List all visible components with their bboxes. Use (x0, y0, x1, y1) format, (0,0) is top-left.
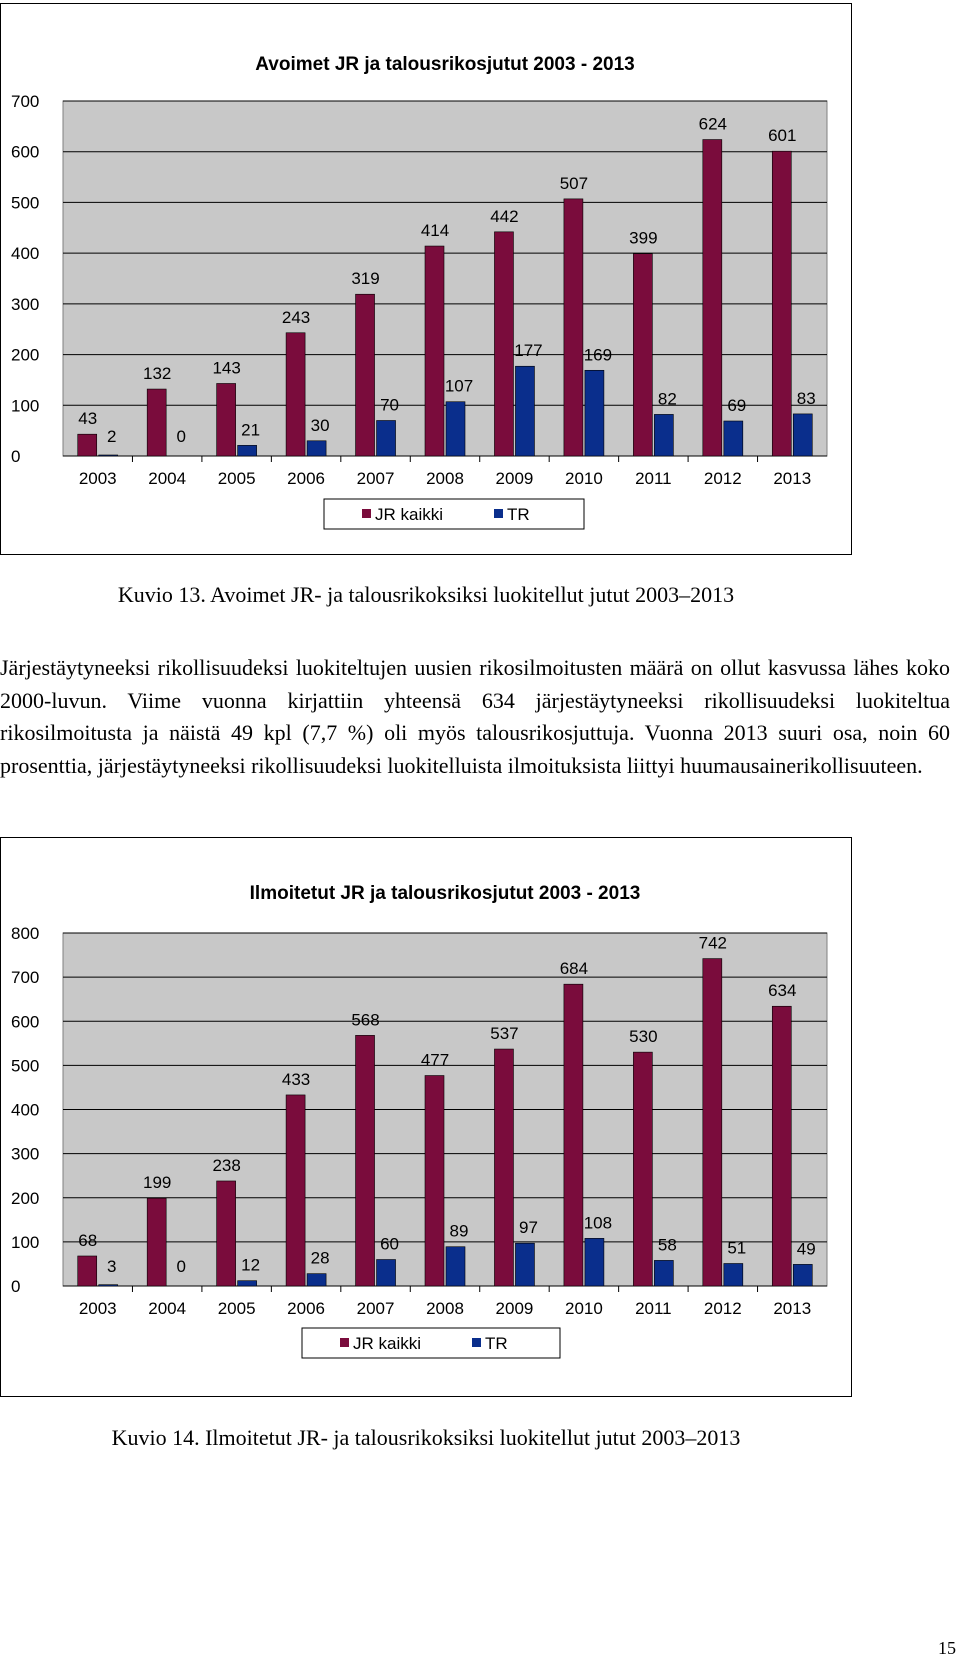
x-tick-label: 2008 (426, 469, 464, 488)
x-tick-label: 2010 (564, 1299, 603, 1318)
bar-jr-kaikki (217, 1181, 236, 1286)
bar-jr-kaikki (772, 151, 791, 456)
y-tick-label: 100 (11, 396, 40, 416)
legend-swatch (494, 509, 503, 518)
bar-tr (654, 414, 673, 456)
x-tick-label: 2006 (287, 469, 326, 488)
bar-tr (515, 366, 534, 456)
bar-jr-kaikki (633, 1052, 652, 1286)
bar-tr (307, 1274, 326, 1286)
bar-tr (238, 445, 257, 456)
y-tick-label: 500 (11, 1056, 40, 1076)
data-label: 177 (514, 341, 543, 361)
data-label: 199 (142, 1173, 172, 1193)
data-label: 433 (281, 1069, 311, 1089)
bar-tr (99, 455, 118, 456)
data-label: 684 (559, 959, 589, 979)
x-tick-label: 2008 (426, 1299, 464, 1318)
data-label: 238 (212, 1155, 241, 1175)
legend-swatch (472, 1338, 481, 1347)
bar-jr-kaikki (147, 1198, 166, 1286)
page-number: 15 (938, 1638, 956, 1658)
bar-jr-kaikki (772, 1006, 791, 1286)
data-label: 624 (698, 114, 728, 134)
data-label: 30 (310, 415, 330, 435)
y-tick-label: 0 (11, 447, 21, 466)
x-tick-label: 2011 (635, 469, 672, 488)
x-tick-label: 2013 (773, 469, 812, 488)
bar-jr-kaikki (494, 232, 513, 456)
data-label: 69 (727, 396, 747, 416)
data-label: 83 (796, 388, 816, 408)
legend-label: TR (485, 1334, 508, 1353)
data-label: 43 (78, 409, 98, 429)
y-tick-label: 700 (11, 968, 40, 988)
data-label: 3 (106, 1257, 117, 1276)
chart-svg-avoimet (1, 4, 851, 554)
data-label: 477 (420, 1050, 450, 1070)
figure-14-chart (0, 837, 852, 1397)
bar-jr-kaikki (286, 1095, 305, 1286)
y-tick-label: 200 (11, 345, 40, 365)
bar-jr-kaikki (356, 294, 375, 456)
bar-jr-kaikki (425, 1076, 444, 1286)
bar-jr-kaikki (425, 246, 444, 456)
bar-tr (377, 421, 396, 457)
x-tick-label: 2004 (148, 1299, 187, 1318)
data-label: 132 (142, 364, 172, 384)
legend-label: TR (507, 505, 530, 524)
legend-label: JR kaikki (353, 1334, 422, 1353)
chart-title: Avoimet JR ja talousrikosjutut 2003 - 2013 (255, 54, 635, 75)
bar-tr (446, 402, 465, 456)
y-tick-label: 400 (11, 244, 40, 264)
y-tick-label: 800 (11, 924, 40, 943)
bar-tr (585, 1238, 604, 1286)
data-label: 169 (583, 345, 613, 365)
legend-swatch (340, 1338, 349, 1347)
x-tick-label: 2007 (356, 469, 395, 488)
bar-tr (724, 1263, 743, 1286)
bar-tr (99, 1285, 118, 1286)
y-tick-label: 400 (11, 1100, 40, 1120)
legend-swatch (362, 509, 371, 518)
bar-jr-kaikki (78, 434, 97, 456)
figure-13-chart (0, 3, 852, 555)
x-tick-label: 2004 (148, 469, 187, 488)
data-label: 0 (176, 427, 186, 446)
x-tick-label: 2011 (635, 1299, 672, 1318)
data-label: 51 (727, 1238, 747, 1258)
y-tick-label: 300 (11, 1144, 40, 1164)
bar-jr-kaikki (703, 140, 722, 456)
data-label: 568 (351, 1010, 380, 1030)
bar-tr (446, 1247, 465, 1286)
bar-tr (585, 370, 604, 456)
data-label: 143 (212, 358, 241, 378)
x-tick-label: 2005 (217, 1299, 256, 1318)
data-label: 60 (380, 1234, 400, 1254)
data-label: 49 (796, 1239, 816, 1259)
x-tick-label: 2005 (217, 469, 256, 488)
bar-jr-kaikki (564, 984, 583, 1286)
chart-title: Ilmoitetut JR ja talousrikosjutut 2003 - 2013 (249, 883, 641, 904)
data-label: 530 (629, 1027, 658, 1047)
bar-tr (724, 421, 743, 456)
bar-jr-kaikki (703, 959, 722, 1286)
y-tick-label: 100 (11, 1232, 40, 1252)
body-paragraph: Järjestäytyneeksi rikollisuudeksi luokiteltujen uusien rikosilmoitusten määrä on ollut kasvussa lähes koko 2000-luvun. Viime vuonna kirjattiin yhteensä 634 järjestäytyneeksi rikollisuudeksi luokiteltua rikosilmoitusta ja näistä 49 kpl (7,7 %) oli myös talousrikosjuttuja. Vuonna 2013 suuri osa, noin 60 prosenttia, järjestäytyneeksi rikollisuudeksi luokitelluista ilmoituksista liittyi huumausainerikollisuuteen. (0, 655, 950, 778)
bar-jr-kaikki (286, 333, 305, 456)
bar-jr-kaikki (147, 389, 166, 456)
data-label: 414 (420, 221, 450, 241)
y-tick-label: 600 (11, 1012, 40, 1032)
bar-jr-kaikki (217, 383, 236, 456)
data-label: 97 (518, 1218, 538, 1238)
figure-13-caption: Kuvio 13. Avoimet JR- ja talousrikoksiksi luokitellut jutut 2003–2013 (117, 582, 735, 607)
bar-jr-kaikki (633, 254, 652, 456)
data-label: 442 (490, 206, 519, 226)
data-label: 243 (281, 307, 311, 327)
figure-14-caption: Kuvio 14. Ilmoitetut JR- ja talousrikoksiksi luokitellut jutut 2003–2013 (111, 1425, 741, 1450)
x-tick-label: 2006 (287, 1299, 326, 1318)
data-label: 70 (380, 395, 400, 415)
y-tick-label: 600 (11, 142, 40, 162)
data-label: 12 (241, 1255, 261, 1275)
data-label: 89 (449, 1221, 469, 1241)
data-label: 107 (444, 376, 474, 396)
bar-tr (654, 1260, 673, 1286)
y-tick-label: 300 (11, 294, 40, 314)
bar-tr (793, 1264, 812, 1286)
y-tick-label: 500 (11, 193, 40, 213)
x-tick-label: 2003 (78, 1299, 117, 1318)
chart-svg-ilmoitetut (1, 838, 851, 1396)
x-tick-label: 2009 (495, 469, 534, 488)
x-tick-label: 2012 (703, 1299, 742, 1318)
legend-label: JR kaikki (375, 505, 444, 524)
x-tick-label: 2003 (78, 469, 117, 488)
x-tick-label: 2009 (495, 1299, 534, 1318)
x-tick-label: 2010 (564, 469, 603, 488)
bar-jr-kaikki (356, 1035, 375, 1286)
data-label: 82 (657, 389, 677, 409)
bar-jr-kaikki (564, 199, 583, 456)
data-label: 68 (78, 1230, 98, 1250)
bar-tr (307, 441, 326, 456)
data-label: 601 (768, 126, 797, 146)
data-label: 399 (629, 228, 658, 248)
data-label: 108 (583, 1213, 613, 1233)
data-label: 537 (490, 1024, 519, 1044)
data-label: 319 (351, 269, 380, 289)
bar-tr (377, 1260, 396, 1286)
bar-tr (793, 414, 812, 456)
data-label: 507 (559, 173, 589, 193)
data-label: 58 (657, 1235, 677, 1255)
data-label: 2 (106, 427, 117, 446)
data-label: 742 (698, 933, 728, 953)
data-label: 0 (176, 1257, 186, 1276)
bar-tr (515, 1243, 534, 1286)
y-tick-label: 200 (11, 1188, 40, 1208)
data-label: 28 (310, 1248, 330, 1268)
data-label: 21 (241, 420, 261, 440)
y-tick-label: 0 (11, 1277, 21, 1296)
bar-jr-kaikki (78, 1256, 97, 1286)
x-tick-label: 2012 (703, 469, 742, 488)
bar-jr-kaikki (494, 1049, 513, 1286)
x-tick-label: 2013 (773, 1299, 812, 1318)
bar-tr (238, 1281, 257, 1286)
x-tick-label: 2007 (356, 1299, 395, 1318)
data-label: 634 (768, 981, 797, 1001)
y-tick-label: 700 (11, 92, 40, 111)
